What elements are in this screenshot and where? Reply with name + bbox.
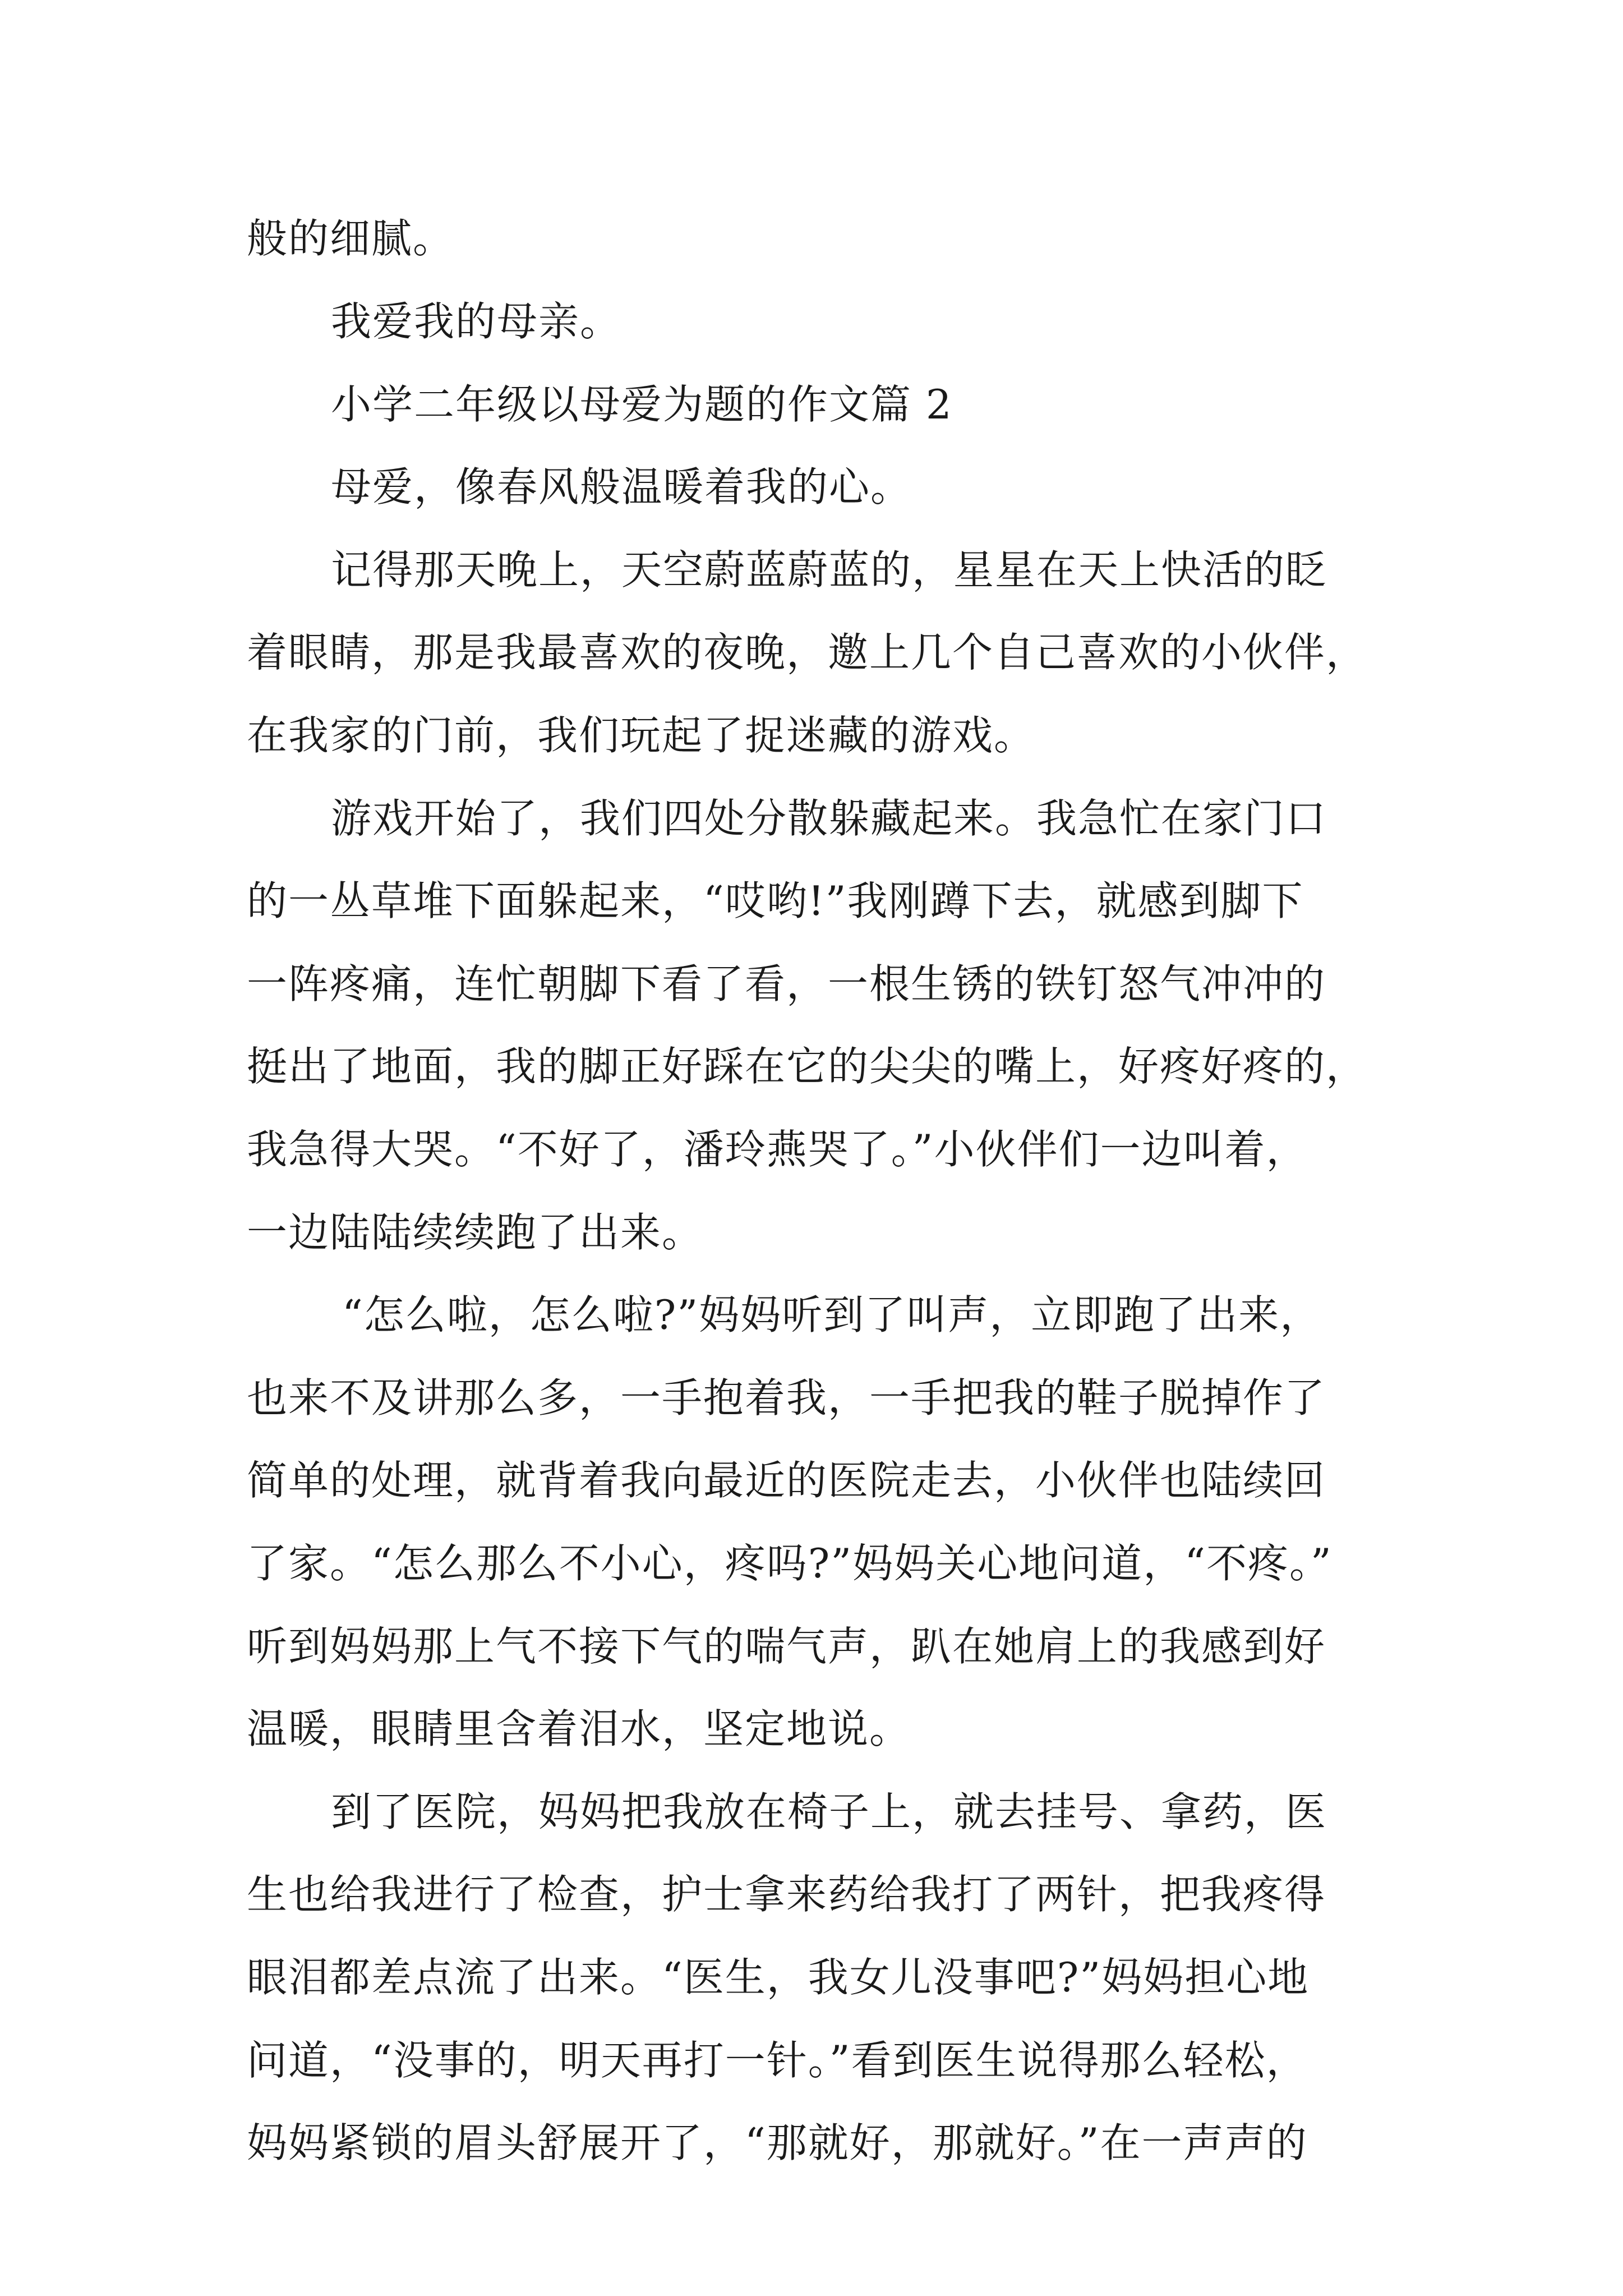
text-line: 着眼睛，那是我最喜欢的夜晚，邀上几个自己喜欢的小伙伴， — [247, 629, 1368, 676]
text-line: “怎么啦，怎么啦?”妈妈听到了叫声，立即跑了出来， — [342, 1291, 1322, 1338]
text-line: 问道，“没事的，明天再打一针。”看到医生说得那么轻松， — [247, 2037, 1308, 2084]
text-line: 我爱我的母亲。 — [331, 298, 622, 345]
text-line: 了家。“怎么那么不小心，疼吗?”妈妈关心地问道，“不疼。” — [247, 1540, 1332, 1587]
text-line: 温暖，眼睛里含着泪水，坚定地说。 — [247, 1705, 911, 1752]
text-line: 一阵疼痛，连忙朝脚下看了看，一根生锈的铁钉怒气冲冲的 — [247, 960, 1326, 1007]
text-line: 母爱，像春风般温暖着我的心。 — [331, 463, 912, 510]
text-line: 一边陆陆续续跑了出来。 — [247, 1209, 704, 1256]
text-line: 记得那天晚上，天空蔚蓝蔚蓝的，星星在天上快活的眨 — [331, 546, 1327, 593]
section-heading: 小学二年级以母爱为题的作文篇 2 — [331, 381, 953, 428]
text-line: 简单的处理，就背着我向最近的医院走去，小伙伴也陆续回 — [247, 1457, 1326, 1504]
text-line: 也来不及讲那么多，一手抱着我，一手把我的鞋子脱掉作了 — [247, 1374, 1326, 1421]
text-line: 我急得大哭。“不好了，潘玲燕哭了。”小伙伴们一边叫着， — [247, 1126, 1308, 1173]
text-line: 生也给我进行了检查，护士拿来药给我打了两针，把我疼得 — [247, 1871, 1326, 1918]
text-line: 游戏开始了，我们四处分散躲藏起来。我急忙在家门口 — [331, 795, 1327, 842]
text-line: 妈妈紧锁的眉头舒展开了，“那就好，那就好。”在一声声的 — [247, 2119, 1308, 2166]
text-line: 般的细腻。 — [247, 215, 455, 262]
text-line: 眼泪都差点流了出来。“医生，我女儿没事吧?”妈妈担心地 — [247, 1954, 1310, 2001]
text-line: 挺出了地面，我的脚正好踩在它的尖尖的嘴上，好疼好疼的， — [247, 1043, 1368, 1090]
text-line: 的一丛草堆下面躲起来，“哎哟!”我刚蹲下去，就感到脚下 — [247, 877, 1304, 924]
text-line: 在我家的门前，我们玩起了捉迷藏的游戏。 — [247, 712, 1036, 759]
text-line: 到了医院，妈妈把我放在椅子上，就去挂号、拿药，医 — [331, 1788, 1327, 1835]
text-line: 听到妈妈那上气不接下气的喘气声，趴在她肩上的我感到好 — [247, 1623, 1326, 1670]
